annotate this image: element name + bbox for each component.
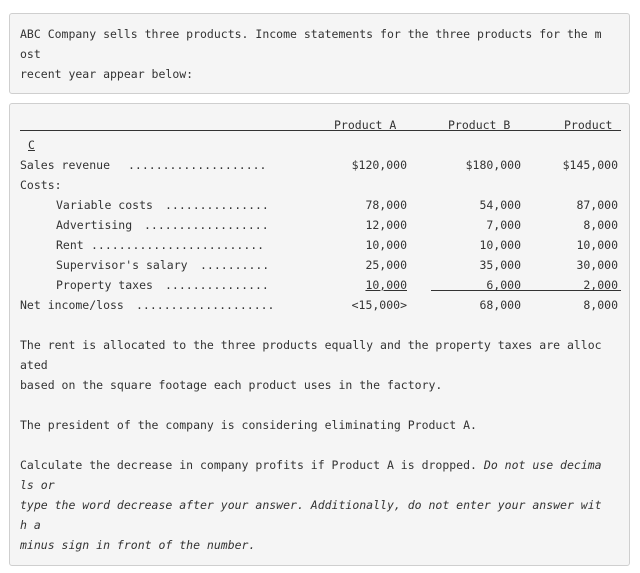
row-dots-rent: ......................... <box>91 238 265 252</box>
question-line-5: minus sign in front of the number. <box>20 538 256 552</box>
row-label-net-income: Net income/loss <box>20 298 124 312</box>
sales-b: $180,000 <box>465 158 521 172</box>
property-c: 2,000 <box>583 278 618 292</box>
question-line-2: ls or <box>20 478 55 492</box>
question-line-1-plain: Calculate the decrease in company profits if Product A is dropped. <box>20 458 484 472</box>
property-a: 10,000 <box>365 278 407 292</box>
statement-box <box>9 103 630 566</box>
row-label-supervisor: Supervisor's salary <box>56 258 188 272</box>
question-line-1 <box>20 455 602 475</box>
subtotal-rule <box>431 290 621 291</box>
para1-line-2: ated <box>20 358 48 372</box>
net-a: <15,000> <box>351 298 407 312</box>
question-line-3: type the word decrease after your answer. Additionally, do not enter your answer wit <box>20 498 602 512</box>
variable-a: 78,000 <box>365 198 407 212</box>
supervisor-b: 35,000 <box>479 258 521 272</box>
rent-c: 10,000 <box>576 238 618 252</box>
variable-b: 54,000 <box>479 198 521 212</box>
rent-b: 10,000 <box>479 238 521 252</box>
intro-line-1: ABC Company sells three products. Income statements for the three products for the m <box>20 27 602 41</box>
rent-a: 10,000 <box>365 238 407 252</box>
sales-c: $145,000 <box>562 158 618 172</box>
row-label-sales: Sales revenue <box>20 158 111 172</box>
para2-line-1: The president of the company is considering eliminating Product A. <box>20 418 477 432</box>
para1-line-1: The rent is allocated to the three products equally and the property taxes are alloc <box>20 338 602 352</box>
property-b: 6,000 <box>486 278 521 292</box>
row-label-rent: Rent <box>56 238 84 252</box>
row-dots-net-income: .................... <box>136 298 275 312</box>
row-label-variable: Variable costs <box>56 198 153 212</box>
supervisor-a: 25,000 <box>365 258 407 272</box>
advertising-b: 7,000 <box>486 218 521 232</box>
question-line-4: h a <box>20 518 41 532</box>
intro-line-3: recent year appear below: <box>20 67 194 81</box>
row-label-advertising: Advertising <box>56 218 133 232</box>
supervisor-c: 30,000 <box>576 258 618 272</box>
row-dots-supervisor: .......... <box>200 258 270 272</box>
net-b: 68,000 <box>479 298 521 312</box>
header-product-c: Product <box>564 118 613 132</box>
header-rule <box>20 130 621 131</box>
intro-line-2: ost <box>20 47 41 61</box>
header-product-b: Product B <box>448 118 511 132</box>
row-label-costs: Costs: <box>20 178 62 192</box>
question-line-1-italic: Do not use decima <box>483 458 602 472</box>
row-dots-property: ............... <box>165 278 269 292</box>
net-c: 8,000 <box>583 298 618 312</box>
advertising-a: 12,000 <box>365 218 407 232</box>
row-dots-advertising: .................. <box>144 218 269 232</box>
header-product-c-wrap: C <box>28 138 35 152</box>
sales-a: $120,000 <box>351 158 407 172</box>
intro-box <box>9 13 630 94</box>
row-dots-sales: .................... <box>128 158 267 172</box>
para1-line-3: based on the square footage each product uses in the factory. <box>20 378 443 392</box>
advertising-c: 8,000 <box>583 218 618 232</box>
row-dots-variable: ............... <box>165 198 269 212</box>
row-label-property: Property taxes <box>56 278 153 292</box>
variable-c: 87,000 <box>576 198 618 212</box>
header-product-a: Product A <box>334 118 397 132</box>
